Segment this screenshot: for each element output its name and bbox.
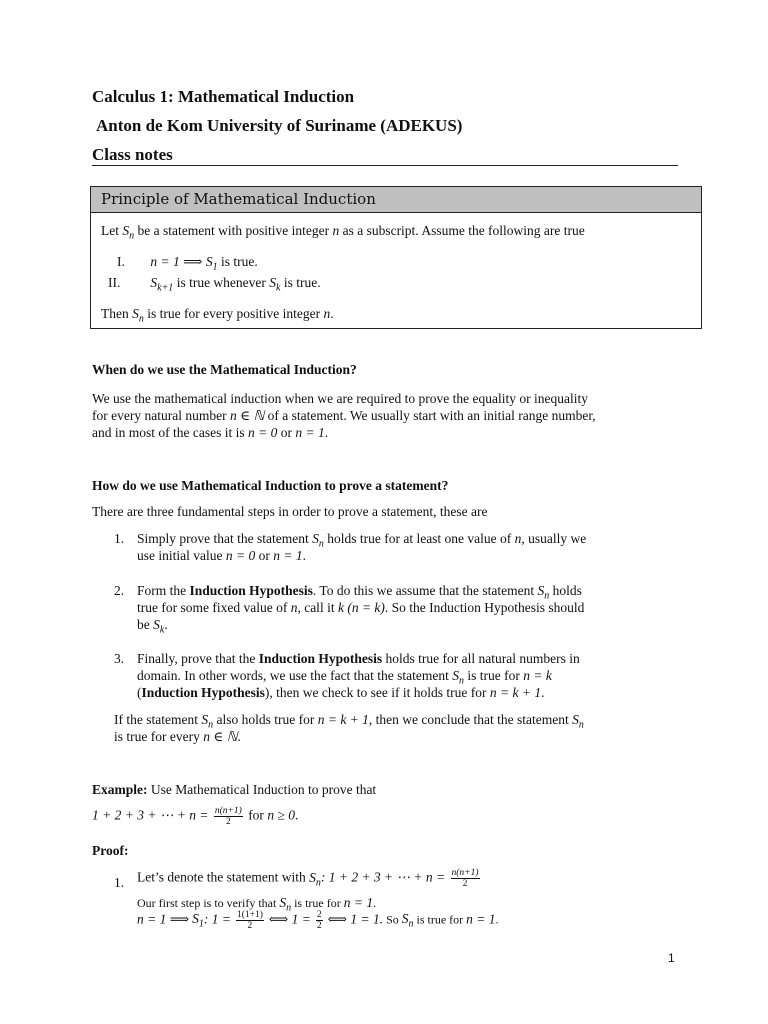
- when-line-3: and in most of the cases it is n = 0 or n = 1.: [92, 425, 329, 440]
- how-step-3-line-1: Finally, prove that the Induction Hypothesis holds true for all natural numbers in: [137, 651, 580, 666]
- example-fraction: $\frac{n(n+1)}{2}$: [214, 806, 242, 827]
- calc-fraction-2: $\frac{2}{2}$: [316, 910, 322, 931]
- example-formula: 1 + 2 + 3 + ⋯ + n = $\frac{n(n+1)}{2}$ for n ≥ 0.: [92, 806, 299, 827]
- university-title: Anton de Kom University of Suriname (ADEKUS): [96, 116, 463, 135]
- class-notes-title: Class notes: [92, 145, 173, 164]
- principle-header: [91, 187, 701, 213]
- how-step-3-number: 3.: [114, 651, 125, 666]
- course-title: Calculus 1: Mathematical Induction: [92, 87, 355, 106]
- how-step-2-number: 2.: [114, 583, 125, 598]
- principle-title: Principle of Mathematical Induction: [101, 190, 376, 208]
- when-heading: When do we use the Mathematical Induction?: [92, 362, 357, 377]
- example-line: Example: Use Mathematical Induction to prove that: [92, 782, 377, 797]
- how-step-2-line-2: true for some fixed value of n, call it k (n = k). So the Induction Hypothesis should: [137, 600, 585, 615]
- principle-item-1: I. n = 1 ⟹ $S_1$ is true.: [117, 254, 258, 273]
- how-after-line-1: If the statement $S_n$ also holds true for n = k + 1, then we conclude that the statement $S_n$: [114, 712, 584, 731]
- how-intro: There are three fundamental steps in order to prove a statement, these are: [92, 504, 488, 519]
- how-step-1-line-2: use initial value n = 0 or n = 1.: [137, 548, 306, 563]
- how-step-2-line-3: be $S_k$.: [137, 617, 168, 636]
- proof-label: Proof:: [92, 843, 129, 858]
- how-step-1-line-1: Simply prove that the statement $S_n$ holds true for at least one value of n, usually we: [137, 531, 587, 550]
- principle-conclusion: Then $S_n$ is true for every positive integer n.: [101, 306, 334, 325]
- how-after-line-2: is true for every n ∈ ℕ.: [114, 729, 241, 744]
- when-line-1: We use the mathematical induction when we are required to prove the equality or inequality: [92, 391, 588, 406]
- proof-step-1-number: 1.: [114, 875, 125, 890]
- principle-item-2: II. $S_{k+1}$ is true whenever $S_k$ is true.: [108, 275, 321, 294]
- how-step-3-line-3: (Induction Hypothesis), then we check to see if it holds true for n = k + 1.: [137, 685, 545, 700]
- how-step-3-line-2: domain. In other words, we use the fact that the statement $S_n$ is true for n = k: [137, 668, 552, 687]
- calc-fraction-1: $\frac{1(1+1)}{2}$: [236, 910, 263, 931]
- proof-check-line: Our first step is to verify that $S_n$ is true for n = 1.: [137, 895, 377, 914]
- proof-step-1-line: Let’s denote the statement with $S_n$: 1 + 2 + 3 + ⋯ + n = $\frac{n(n+1)}{2}$: [137, 868, 479, 889]
- proof-calc-line: n = 1 ⟹ $S_1$: 1 = $\frac{1(1+1)}{2}$ ⟺ 1 = $\frac{2}{2}$ ⟺ 1 = 1. So $S_n$ is true for n = 1.: [137, 910, 499, 931]
- how-step-1-number: 1.: [114, 531, 125, 546]
- principle-box: [90, 186, 702, 329]
- header-rule: [92, 165, 678, 166]
- how-heading: How do we use Mathematical Induction to prove a statement?: [92, 478, 449, 493]
- how-step-2-line-1: Form the Induction Hypothesis. To do this we assume that the statement $S_n$ holds: [137, 583, 582, 602]
- when-line-2: for every natural number n ∈ ℕ of a statement. We usually start with an initial range number,: [92, 408, 596, 423]
- page-number: 1: [668, 951, 675, 965]
- principle-intro: Let $S_n$ be a statement with positive integer n as a subscript. Assume the following are true: [101, 223, 585, 242]
- proof-fraction: $\frac{n(n+1)}{2}$: [451, 868, 479, 889]
